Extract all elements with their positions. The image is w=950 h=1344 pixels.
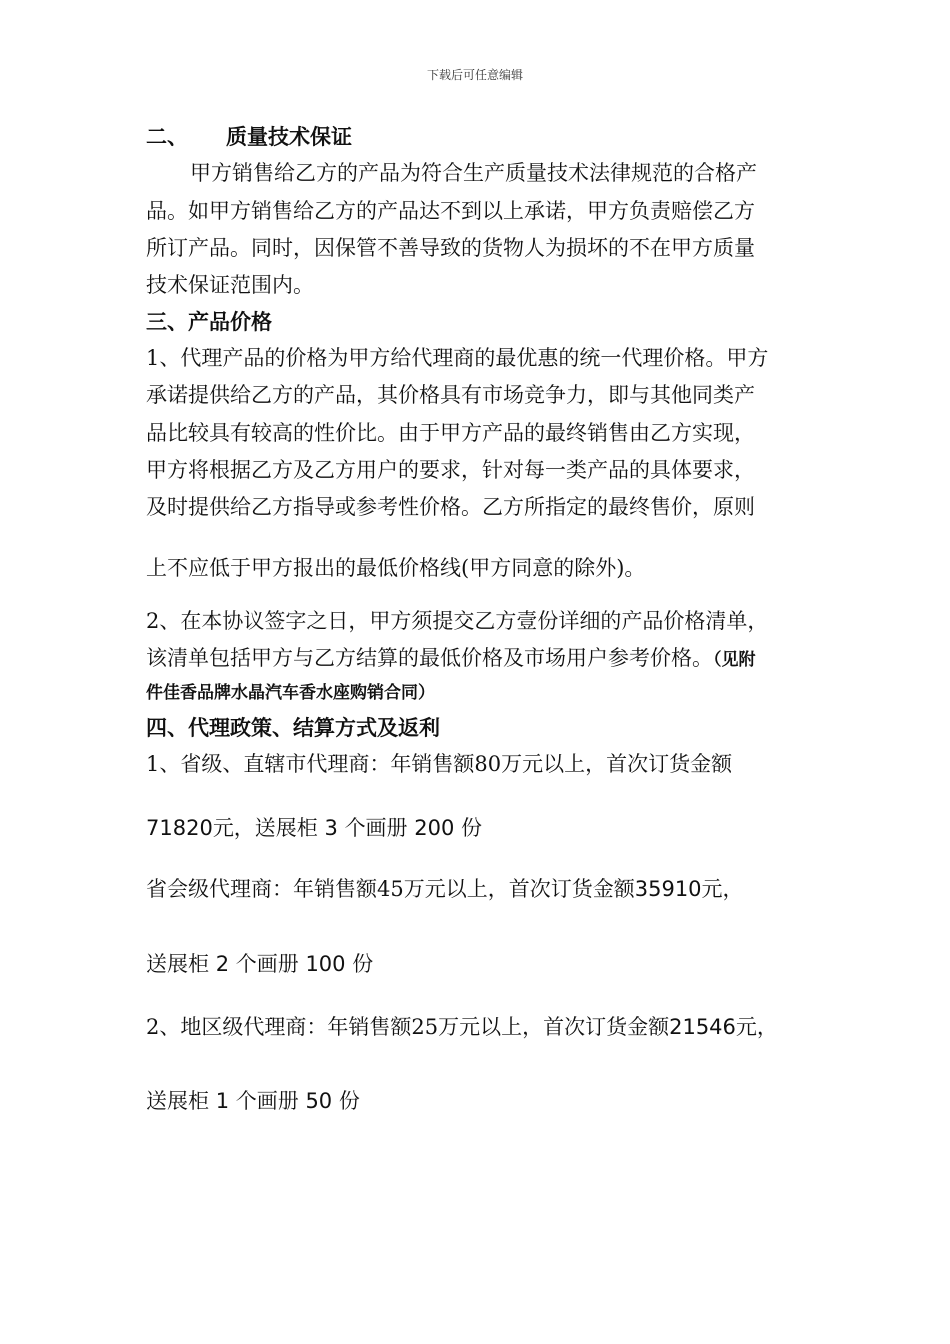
section-4-heading: 四、代理政策、结算方式及返利 bbox=[146, 716, 440, 740]
item-2-albums: 50 bbox=[305, 1089, 333, 1113]
item-2-text-d: 个画册 bbox=[235, 1089, 299, 1113]
section-2-text: 甲方销售给乙方的产品为符合生产质量技术法律规范的合格产 bbox=[190, 161, 757, 185]
item-1-cabinets: 3 bbox=[324, 816, 338, 840]
section-2-number: 二、 bbox=[146, 125, 188, 149]
item-1b-line-1 bbox=[146, 874, 744, 904]
section-3-p1-line-1: 1、代理产品的价格为甲方给代理商的最优惠的统一代理价格。甲方 bbox=[146, 346, 769, 370]
section-3-p2-line-1: 2、在本协议签字之日，甲方须提交乙方壹份详细的产品价格清单， bbox=[146, 609, 769, 633]
item-2-cabinets: 1 bbox=[215, 1089, 230, 1113]
item-1b-text-e: 份 bbox=[352, 952, 374, 976]
section-2-line-2: 品。如甲方销售给乙方的产品达不到以上承诺，甲方负责赔偿乙方 bbox=[146, 199, 755, 223]
item-2-text-e: 份 bbox=[338, 1089, 360, 1113]
attachment-note-start: （见附 bbox=[713, 650, 756, 670]
item-1-line-1: 1、省级、直辖市代理商：年销售额80万元以上，首次订货金额 bbox=[146, 752, 733, 776]
item-1-text-a: 元，送展柜 bbox=[212, 816, 318, 840]
item-1b-text-b: 元， bbox=[701, 877, 744, 901]
item-1-text-b: 个画册 bbox=[344, 816, 408, 840]
section-2-line-3: 所订产品。同时，因保管不善导致的货物人为损坏的不在甲方质量 bbox=[146, 236, 755, 260]
section-2-line-1 bbox=[146, 158, 757, 188]
section-2-title: 质量技术保证 bbox=[226, 125, 352, 149]
item-1b-text-d: 个画册 bbox=[235, 952, 299, 976]
item-2-text-b: 元， bbox=[735, 1015, 778, 1039]
page-header: 下载后可任意编辑 bbox=[426, 68, 523, 82]
section-2-heading bbox=[146, 122, 352, 152]
section-3-p1-line-6: 上不应低于甲方报出的最低价格线(甲方同意的除外)。 bbox=[146, 556, 646, 580]
item-1b-cabinets: 2 bbox=[215, 952, 230, 976]
item-1b-text-a: 省会级代理商：年销售额45万元以上，首次订货金额 bbox=[146, 877, 635, 901]
section-3-p2-line-2 bbox=[146, 643, 756, 675]
item-1-albums: 200 bbox=[414, 816, 455, 840]
item-2-amount: 21546 bbox=[669, 1015, 736, 1039]
item-1b-line-2 bbox=[146, 949, 373, 979]
section-3-heading: 三、产品价格 bbox=[146, 310, 272, 334]
section-2-line-4: 技术保证范围内。 bbox=[146, 273, 314, 297]
section-3-p2-text: 该清单包括甲方与乙方结算的最低价格及市场用户参考价格。 bbox=[146, 646, 713, 670]
item-1-text-c: 份 bbox=[461, 816, 483, 840]
section-3-p1-line-3: 品比较具有较高的性价比。由于甲方产品的最终销售由乙方实现， bbox=[146, 421, 755, 445]
item-2-text-c: 送展柜 bbox=[146, 1089, 209, 1113]
item-1b-albums: 100 bbox=[305, 952, 346, 976]
attachment-note-end: 件佳香品牌水晶汽车香水座购销合同） bbox=[146, 683, 435, 703]
item-2-line-2 bbox=[146, 1086, 360, 1116]
section-3-p1-line-5: 及时提供给乙方指导或参考性价格。乙方所指定的最终售价，原则 bbox=[146, 495, 755, 519]
item-1-amount: 71820 bbox=[146, 816, 213, 840]
section-3-p1-line-4: 甲方将根据乙方及乙方用户的要求，针对每一类产品的具体要求， bbox=[146, 458, 755, 482]
section-3-p1-line-2: 承诺提供给乙方的产品，其价格具有市场竞争力，即与其他同类产 bbox=[146, 383, 755, 407]
item-2-line-1 bbox=[146, 1012, 778, 1042]
item-1-line-2 bbox=[146, 813, 482, 843]
item-1b-text-c: 送展柜 bbox=[146, 952, 209, 976]
item-2-text-a: 2、地区级代理商：年销售额25万元以上，首次订货金额 bbox=[146, 1015, 670, 1039]
item-1b-amount: 35910 bbox=[634, 877, 702, 901]
